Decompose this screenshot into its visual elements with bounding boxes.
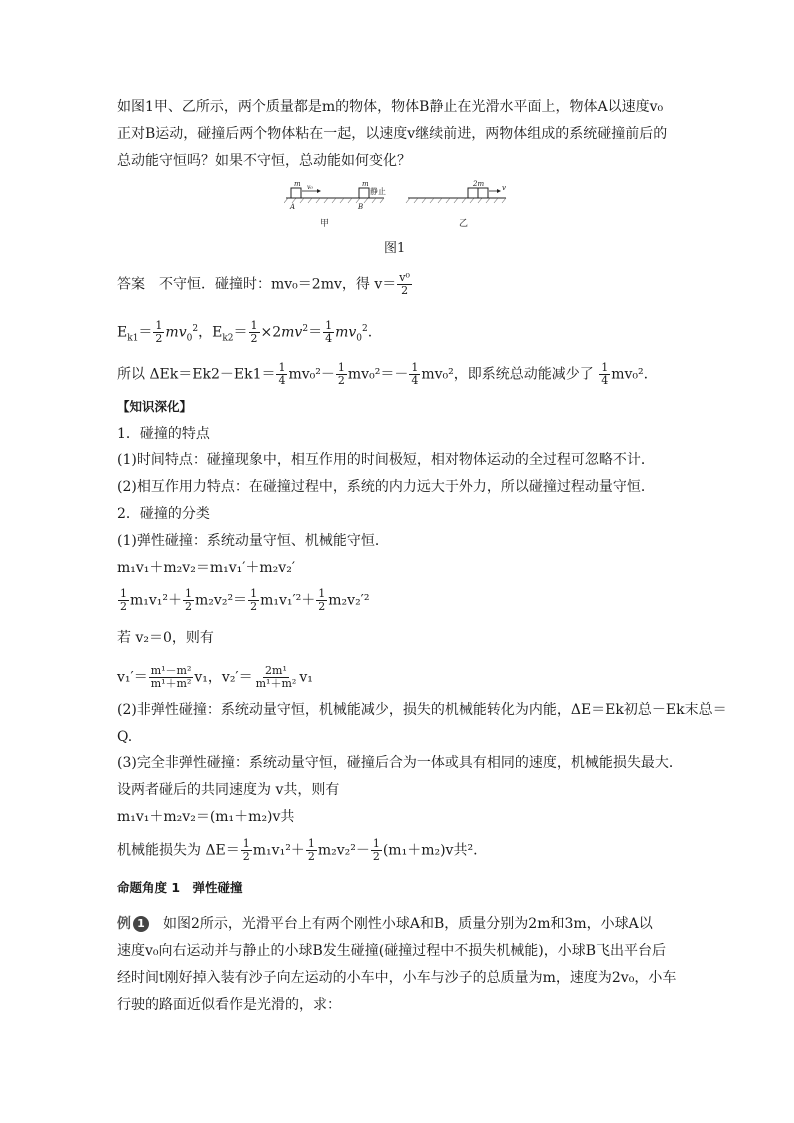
fraction-half: $\frac{1}{2}$	[307, 837, 315, 863]
fraction-half: $\frac{1}{2}$	[120, 587, 127, 613]
figure-1-caption: 图1	[384, 241, 406, 256]
section-1-title: 1．碰撞的特点	[117, 426, 210, 442]
ground-left-hatch	[284, 198, 384, 203]
section-1-point-1: (1)时间特点：碰撞现象中，相互作用的时间极短，相对物体运动的全过程可忽略不计．	[117, 452, 655, 468]
equation-energy: $\frac{1}{2}$ m₁v₁²＋ $\frac{1}{2}$ m₂v₂²＝ $\frac{1}{2}$ m₁v₁′²＋ $\frac{1}{2}$ m₂v₂′²	[120, 587, 370, 613]
answer-text-1: 不守恒．碰撞时：mv₀＝2mv，得 v＝	[159, 276, 397, 293]
fraction-half: $\frac{1}{2}$	[242, 837, 250, 863]
fraction-half: $\frac{1}{2}$	[185, 587, 193, 613]
fraction-quarter: $\frac{1}{4}$	[601, 361, 609, 387]
label-v: v	[502, 184, 506, 192]
label-b: B	[358, 203, 364, 211]
ground-right-hatch	[406, 198, 506, 203]
section-2-point-2b: Q.	[117, 729, 133, 745]
answer-line-1	[117, 272, 682, 297]
fraction-half: $\frac{1}{2}$	[372, 837, 380, 863]
fraction-half: $\frac{1}{2}$	[318, 587, 326, 613]
fraction-quarter: $\frac{1}{4}$	[325, 319, 333, 345]
label-m-a: m	[294, 180, 301, 188]
equation-velocities: v₁′＝ $\frac{\text{m¹－m²}}{\text{m¹＋m²}}$ v₁，v₂′＝ $\frac{\text{2m¹}}{\text{m¹＋m²}}$ v₁	[117, 664, 313, 690]
fraction-half: $\frac{1}{2}$	[250, 587, 258, 613]
example-number-icon: 1	[133, 916, 149, 932]
answer-fraction-v: $\frac{\text{v⁰}}{2}$	[399, 271, 410, 297]
knowledge-heading: 【知识深化】	[117, 399, 193, 414]
answer-delta-line: 所以 ΔEk＝Ek2－Ek1＝ $\frac{1}{4}$ mv₀²－ $\frac{1}{2}$ mv₀²＝－ $\frac{1}{4}$ mv₀²，即系统总动能减少了 $\frac{1}{4}$ mv₀².	[117, 361, 649, 387]
section-2-point-2a: (2)非弹性碰撞：系统动量守恒，机械能减少，损失的机械能转化为内能，ΔE＝Ek初总－Ek末总＝	[117, 702, 727, 718]
example-line-1: 例 1 如图2所示，光滑平台上有两个刚性小球A和B，质量分别为2m和3m，小球A以	[117, 916, 653, 932]
block-combined-right	[478, 188, 488, 198]
label-rest: 静止	[370, 187, 386, 196]
if-v2-zero: 若 v₂＝0，则有	[117, 630, 214, 646]
equation-momentum: m₁v₁＋m₂v₂＝m₁v₁′＋m₂v₂′	[117, 560, 295, 576]
fraction-half: $\frac{1}{2}$	[250, 319, 258, 345]
example-line-3: 经时间t刚好掉入装有沙子向左运动的小车中，小车与沙子的总质量为m，速度为2v₀，小车	[117, 970, 677, 986]
fraction-v1-prime: $\frac{\text{m¹－m²}}{\text{m¹＋m²}}$	[150, 664, 192, 690]
equation-perfectly-inelastic: m₁v₁＋m₂v₂＝(m₁＋m₂)v共	[117, 809, 295, 825]
block-combined-left	[468, 188, 478, 198]
equation-energy-loss: 机械能损失为 ΔE＝ $\frac{1}{2}$ m₁v₁²＋ $\frac{1}{2}$ m₂v₂²－ $\frac{1}{2}$ (m₁＋m₂)v共².	[117, 837, 478, 863]
intro-line-3: 总动能守恒吗？如果不守恒，总动能如何变化？	[117, 153, 411, 169]
label-panel-yi: 乙	[459, 219, 469, 229]
section-1-point-2: (2)相互作用力特点：在碰撞过程中，系统的内力远大于外力，所以碰撞过程动量守恒．	[117, 479, 655, 495]
section-2-title: 2．碰撞的分类	[117, 506, 210, 522]
topic-label: 命题角度 1 弹性碰撞	[117, 880, 243, 895]
example-line-2: 速度v₀向右运动并与静止的小球B发生碰撞(碰撞过程中不损失机械能)，小球B飞出平台后	[117, 943, 667, 959]
example-line-4: 行驶的路面近似看作是光滑的，求：	[117, 997, 341, 1013]
section-2-point-3a: (3)完全非弹性碰撞：系统动量守恒，碰撞后合为一体或具有相同的速度，机械能损失最大．	[117, 755, 683, 771]
velocity-arrow-v0-head	[317, 189, 321, 193]
label-a: A	[290, 203, 296, 211]
answer-label: 答案	[117, 276, 145, 293]
fraction-v2-prime: $\frac{\text{2m¹}}{\text{m¹＋m²}}$	[255, 664, 297, 690]
section-2-point-1: (1)弹性碰撞：系统动量守恒、机械能守恒．	[117, 533, 389, 549]
fraction-half: $\frac{1}{2}$	[337, 361, 345, 387]
label-v0: v₀	[307, 184, 313, 191]
fraction-quarter: $\frac{1}{4}$	[278, 361, 286, 387]
fraction-half: $\frac{1}{2}$	[155, 319, 163, 345]
section-2-point-3b: 设两者碰后的共同速度为 v共，则有	[117, 782, 340, 798]
label-m-b: m	[362, 180, 369, 188]
intro-line-2: 正对B运动，碰撞后两个物体粘在一起，以速度v继续前进，两物体组成的系统碰撞前后的	[117, 126, 668, 142]
label-panel-jia: 甲	[320, 219, 330, 229]
velocity-arrow-v-head	[497, 189, 501, 193]
answer-ek-line: $E_{k1}=$ $\frac{1}{2}$ $mv_0^2$，$E_{k2}=$ $\frac{1}{2}$ $\times 2mv^2=$ $\frac{1}{4}$ $mv_0^2$.	[117, 319, 373, 345]
example-badge: 例 1	[117, 914, 149, 934]
block-b	[359, 188, 369, 198]
fraction-quarter: $\frac{1}{4}$	[411, 361, 419, 387]
label-2m: 2m	[473, 180, 485, 188]
intro-line-1: 如图1甲、乙所示，两个质量都是m的物体，物体B静止在光滑水平面上，物体A以速度v₀	[117, 99, 664, 115]
figure-1-diagram	[284, 178, 514, 230]
block-a	[291, 188, 301, 198]
